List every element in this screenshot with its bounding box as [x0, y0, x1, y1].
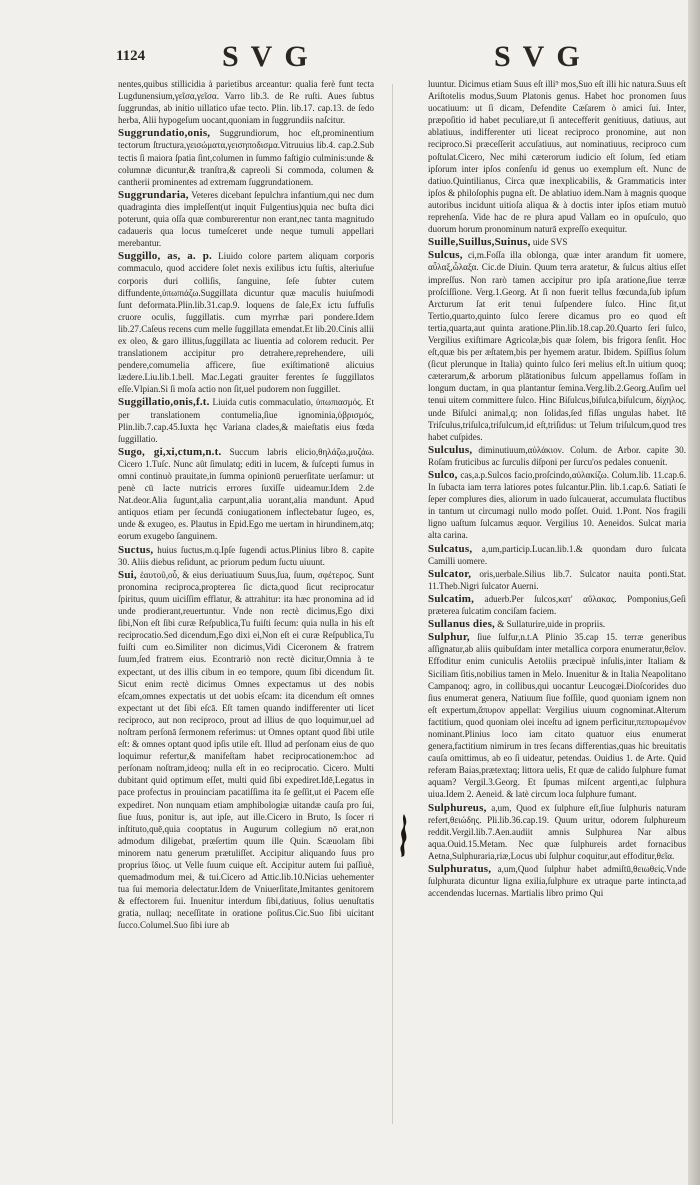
- entry-headword: Sui,: [118, 568, 137, 581]
- entry-headword: Suctus,: [118, 543, 154, 556]
- dictionary-entry: [118, 446, 374, 543]
- entry-headword: Sulphur,: [428, 631, 470, 644]
- entry-text: oris,uerbale.Silius lib.7. Sulcator nauita ponti.Stat. 11.Theb.Nigri ſulcator Auerni.: [428, 568, 686, 591]
- entry-text: & Sullaturire,uide in propriis.: [497, 619, 606, 630]
- left-column: [118, 78, 374, 1148]
- entry-text: a,um, Quod ex ſulphure eſt,ſiue ſulphuris naturam refert,θειώδης. Pli.lib.36.cap.19. Quum uritur, odorem ſulphureum reddit.Vergil.lib.7.Aen.audiit amnis Sulphurea Nar albus aqua.Ouid.15.Metam. Nec quæ ſulphureis ardet fornacibus Aetna,Sulphuraria,riæ,Locus ubi ſulphur coquitur,aut effoditur,θεῖα.: [428, 802, 686, 861]
- dictionary-entry: [428, 249, 686, 443]
- dictionary-entry: [428, 444, 686, 468]
- entry-text: Liuida cutis commaculatio, ὑπωπιασμός. Et per translationem contumelia,ſiue ignominia,ὑβρισμός, Plin.lib.7.cap.45.Iuxta hęc Variana clades,& maieſtatis eius fœda ſuggillatio.: [118, 397, 374, 444]
- page-header: [0, 40, 700, 76]
- entry-headword: Sugo, gi,xi,ctum,n.t.: [118, 445, 222, 458]
- dictionary-entry: [428, 593, 686, 617]
- entry-text: Veteres dicebant ſepulchra infantium,qui nec dum quadraginta dies impleſſent(ut inquit Fulgentius)quia nec buſta dici poterunt, quia oſſa quæ comburerentur non erant,nec tanta magnitudo cadaueris qua locus tumeſceret unde neque tumuli appellari merebantur.: [118, 189, 374, 249]
- entry-text: nentes,quibus stillicidia à parietibus arceantur: qualia ferè funt tecta Lugdunensium,γεῖσα,γεῖσα. Varro lib.3. de Re ruſti. Aues ſubtus ſuggrundas, ab initio uillatico ufae tecto. Plin. lib.17. cap.13. de ſedo herba, Alii hypogeſum uocant,quoniam in ſuggrundiis naſcitur.: [118, 79, 374, 126]
- entry-text: ſiue ſulfur,n.t.A Plinio 35.cap 15. terræ generibus aſſignatur,ab aliis quibuſdam inter metallica corpora enumeratur,θεῖον. Effoditur enim cuniculis Aetoliis præcipuè inſulis,inter Italiam & Siciliam ſitis,nobilius tamen in Melo. Inuenitur & in Italia Neapolitano Campanoq; agro, in collibus,qui uocantur Leucogæi.Dioſcorides duo ſius enumerat genera, Natiuum ſiue foſſile, quod quoniam ignem non eſt expertum,ἄπυρον appellat: Vergilius uiuum cognominat.Alterum factitium, quod quoniam olei inceſtu ad ignem perficitur,πεπυρωμένον nominant.Plinius loco iam citato quatuor eius enumerat genera,factitium nimirum in tres ſecans differentias,quas hic breuitatis cauſa omittimus, ab eo ſi uideatur, petendas. Ouidius 1. de Arte. Quid referam Baias,prætextaq; littora uelis, Et quæ de calido ſulphure fumat aquam? Vergil.3.Georg. Et ſpumas miſcent argenti,ac ſulphura uiua.Idem 2. Aeneid. & latè circum loca ſulphure fumant.: [428, 632, 686, 800]
- entry-text: cas,a.p.Sulcos facio,proſcindo,αὐλακίζω. Colum.lib. 11.cap.6. In ſubacta iam terra latiores potes ſulcantur.Plin. lib.1.cap.6. Satiati ſe ſeper complures dies, aliorum in uado ſulcauerat, accumulata fluctibus in tantum ut circumagi nullo modo poſſet. Ouid. 1.Pont. Nos fragili ligno uaſtum ſulcamus æquor. Vergilius 10. Aeneidos. Sulcat maria alta carina.: [428, 470, 686, 541]
- entry-headword: Sulcatus,: [428, 542, 473, 555]
- dictionary-entry: [428, 78, 686, 235]
- entry-headword: Suggillatio,onis,f.t.: [118, 396, 210, 409]
- entry-headword: Sulcator,: [428, 567, 472, 580]
- running-head-right: SVG: [494, 40, 592, 73]
- entry-text: luuntur. Dicimus etiam Suus eſt illi⁹ mos,Suo eſt illi hic natura.Suus eſt Ariſtotelis modus,Suum Platonis genus. Habet hoc pronomen ſuus uocatiuum: ut ſi dicam, Defendite Cæſarem ò amici ſui. Inter, præpoſitio id habet peculiare,ut ſi antecefferit genitiuus, datiuus, aut ablatiuus, indifferenter uti liceat reciproco pronomine, aut non reciproco.Si præceſſerit accuſatiuus, aut nominatiuus, reciproco cum poſtulat.Cicero, Nec mihi cæterorum iudicio eſt ſolum, ſed etiam ipſorum inter ipſos conſenſu id genus uo exemplum eſt. Nunc de datiuo.Quintilianus, Circa quæ inexplicabilis, & Grammaticis inter ipſos & philoſophis pugna eſt. De ablatiuo idem.Nam à magnis quoque autoribus incidunt uitioſa aliqua & à doctis inter ipſos etiam mutuò reprehenſa. Vide hac de re plura apud Vallam eo in opuſculo, quo duorum horum pronominum naturā expreſſo exequitur.: [428, 79, 686, 235]
- entry-text: Liuido colore partem aliquam corporis commaculo, quod accidere ſolet nexis exilibus ictu ſuſtis, alteriuſue corporis duri colliſis, ſanguine, ſeſe ſubter cutem diffundente,ὑπωπιάζω.Suggillata dicuntur quæ maculis huiuſmodi ſunt deformata.Plin.lib.31.cap.9. loquens de ſale,Ex ictu ſuffuſis cruore oculis, ſuggillatis. cum myrrhæ pari pondere.Idem lib.27.Caſeus recens cum melle ſuggillata emendat.Et lib.20.Cinis allii ex oleo, & garo illitus,ſuggillata ac liuentia ad colorem reducit. Per translationem accipitur pro detrahere,reprehendere, uili pendere,comumelia afficere, ſiue exiſtimationē alicuius lædere.Liu.lib.1.bell. Mac.Legati grauiter ferentes ſe ſuggillatos eſſe.Vlpian.Si ſi moſa actio non ſit,uel pudorem non ſuggillet.: [118, 251, 374, 395]
- dictionary-entry: [428, 802, 686, 862]
- entry-text: ci,m.Foſſa illa oblonga, quæ inter arandum fit uomere, αὖλαξ,ὦλαξα. Cic.de Diuin. Quum terra aratetur, & ſulcus altius eſſet impreſſus. Non rarò tamen accipitur pro ipſa aratione,ſiue terræ proſciſſione. Verg.1.Georg. At ſi non fuerit tellus fœcunda,ſub ipſum Arcturum ſat erit tenui ſuſpendere ſulco. Hinc ſit,ut Tertio,quarto,quinto ſulco ſerere dicamus pro eo quod eſt tertia,quarta,aut quinta aratione.Plin.lib.18.cap.20.Quarto ſeri ſulco, Vergilius exiſtimare Agricolæ,bis quæ ſolem, bis frigora ſenſit. Hoc eſt,quæ bis per æſtatem,bis per hyemem aratur. Ibidem. Spiſſius ſolum (ſicut plerunque in Italia) quinto ſulco ſeri melius eſt.In uitium quoq; cæterarum,& arborum plātationibus ſulcum appellamus foſſam in longum ductam, in qua plantantur ſemina.Verg.lib.2.Georg.Auſim uel tenui uitem committere ſulco. Hinc Biſulcus,biſulca,biſulcum, δίχηλος. unde Biſulci animal,q; non ſolidas,ſed fiſſas ungulas habet. Itē Triſculus,triſulca,triſulcum,id eſt,triſidus: ut Telum triſulcum,quod tres habet cuſpides.: [428, 250, 686, 442]
- column-gutter: [392, 84, 393, 1124]
- dictionary-entry: [428, 469, 686, 542]
- dictionary-entry: [428, 236, 686, 248]
- entry-text: diminutiuum,αὐλάκιον. Colum. de Arbor. capite 30. Roſam fruticibus ac ſurculis diſponi per ſurcu'os pedales conuenit.: [428, 444, 686, 467]
- entry-headword: Sulculus,: [428, 443, 473, 456]
- dictionary-entry: [428, 631, 686, 800]
- dictionary-entry: [428, 543, 686, 567]
- running-head-left: SVG: [222, 40, 320, 73]
- dictionary-entry: [428, 863, 686, 899]
- dictionary-entry: [118, 396, 374, 444]
- right-column: [428, 78, 686, 1138]
- dictionary-entry: [118, 189, 374, 249]
- dictionary-entry: [118, 127, 374, 187]
- page-number: 1124: [116, 48, 146, 64]
- entry-headword: Sulco,: [428, 469, 458, 481]
- entry-headword: Suille,Suillus,Suinus,: [428, 236, 531, 249]
- entry-headword: Sulphureus,: [428, 801, 487, 814]
- dictionary-entry: [118, 250, 374, 395]
- entry-text: a,um,Quod ſulphur habet admiſtū,θειωθείς.Vnde ſulphurata dicuntur ligna exilia,ſulphure ex utraque parte intincta,ad accendendas lucernas. Martialis libro primo Qui: [428, 864, 686, 899]
- entry-headword: Suggillo, as, a. p.: [118, 250, 212, 263]
- entry-text: a,um,particip.Lucan.lib.1.& quondam duro ſulcata Camilli uomere.: [428, 543, 686, 566]
- entry-text: aduerb.Per ſulcos,κατ' αὔλακας. Pomponius,Geſi præterea ſulcatim conciſam faciem.: [428, 593, 686, 617]
- dictionary-entry: [118, 544, 374, 568]
- ink-blot-icon: [398, 812, 408, 858]
- entry-headword: Sulcus,: [428, 249, 463, 262]
- entry-text: ἑαυτοῦ,οὗ, & eius deriuatiuum Suus,ſua, ſuum, σφέτερος. Sunt pronomina reciproca,propterea ſic dicta,quod ſicut reciprocatur ſpiritus, quum uiciſſim efflatur, & attrahitur: ita hæc pronomina ad id unde prodierant,reuertuntur. Vnde non rectè dicimus,Ego dixi ſibi,Non eſt ſibi curæ Reſpublica,Tu fuiſti ſecum: quia nulla in his eſt reciprocatio.Sed dicendum,Ego dixi ei,Non eſt ei curæ Reſpublica,Tu fuiſti cum eo.Similiter non dicimus,Vidi Ciceronem & fratrem ſuum,ſed fratrem eius. Econtrariò non rectè dicitur,Omnia à te expectant, ut des illis cibum in eo tempore, quum ſibi dicendum ſit. Sicut enim rectè dicimus Omnes expectamus ut des nobis eſcam,omnes expectatis ut det uobis eſcam: ita dicendum eſt omnes expectant ut det ſibi eſcā. Eſt tamen quando indifferenter uti licet reciproco, aut non reciproco, prout ad illius de quo loquimur,uel ad noſtram perſonā ſermonem referimus: ut Omnes optant quod ſibi utile eſt: & omnes optant quod ipſis utile eſt. Illud ad perſonam eius de quo loquimur refertur,& manifeſtam habet reciprocationem:hoc ad perſonam noſtram,ideoq; nulla eſt in eo reciprocatio. Cicero. Multi dubitant quid optimum eſſet, multi quid ſibi expediret.Idē,Legatus in pace profectus in prouinciam pacatiſſima ita ſe geſſit,ut ei Pacem eſſe expediret. Non nunquam etiam amphibologiæ uitandæ cauſa pro ſui, ſiue ſuus, ponitur is, aut ipſe, aut ille.Cicero in Bruto, Is ſocer ri inſtituto,quē,quia cooptatus in Augurum collegium nō erat,non admodum diligebat, præſertim quum ille Quin. Scæuolam ſibi minorem natu generum prætuliſſet. Accipitur aliquando ſuus pro proprius ἴδιος. ut Velle ſuum cuique eſt. Accipitur autem ſui paſſiuè, quemadmodum mei, & tui.Cicero ad Attic.lib.10.Nicias uehementer tua ſui memoria delectatur.Idem de Vniuerſitate,Imitantes genitorem & effectorem ſui. Inuenitur interdum ſibi,datiuus, ſolius uenuſtatis gratia, nullaq; neceſſitate in oratione poſitus.Cic.Suo ſibi uicitant ſucco.Columel.Suo ſibi iure ab: [118, 569, 374, 931]
- entry-text: huius ſuctus,m.q.Ipſe ſugendi actus.Plinius libro 8. capite 30. Aliis diebus reſidunt, ac priorum pedum ſuctu uiuunt.: [118, 544, 374, 567]
- entry-headword: Suggrundatio,onis,: [118, 127, 211, 140]
- page-edge: [688, 0, 700, 1185]
- entry-headword: Sullanus dies,: [428, 618, 496, 631]
- entry-text: Suggrundiorum, hoc eſt,prominentium tectorum ſtructura,γεισώματα,γεισηποδισμα.Vitruuius lib.4. cap.2.Sub tectis ſi maiora ſpatia ſint,columen in ſummo faſtigio culminis:unde & columnæ dicuntur,& tranſtra,& capreoli Si commoda, columen & cantherii prominentes ad extremam ſuggrundationem.: [118, 128, 374, 187]
- entry-text: Succum labris elicio,θηλάζω,μυζάω. Cicero 1.Tuſc. Nunc aût ſimulatq; editi in lucem, & ſuſcepti ſumus in omni continuò prauitate,in ſumma opinionū peruerſitate uerſamur: ut penè cū lacte nutricis errores ſuxiſſe uideamur.Idem 2.de Nat.deor.Alia ſugunt,alia carpunt,alia uorant,alia mandunt. Apud antiquos etiam per ſecundā coniugationem inflectebatur ſugeo, es, unde & exugeo, es. Plautus in Epid.Ego me uertam in hirundinem,atq; eorum exugebo ſanguinem.: [118, 446, 374, 542]
- entry-headword: Sulcatim,: [428, 592, 475, 605]
- entry-headword: Sulphuratus,: [428, 863, 492, 875]
- dictionary-entry: [428, 618, 686, 630]
- entry-text: uide SVS: [532, 237, 568, 248]
- dictionary-entry: [118, 569, 374, 932]
- dictionary-entry: [118, 78, 374, 126]
- entry-headword: Suggrundaria,: [118, 188, 189, 201]
- dictionary-entry: [428, 568, 686, 592]
